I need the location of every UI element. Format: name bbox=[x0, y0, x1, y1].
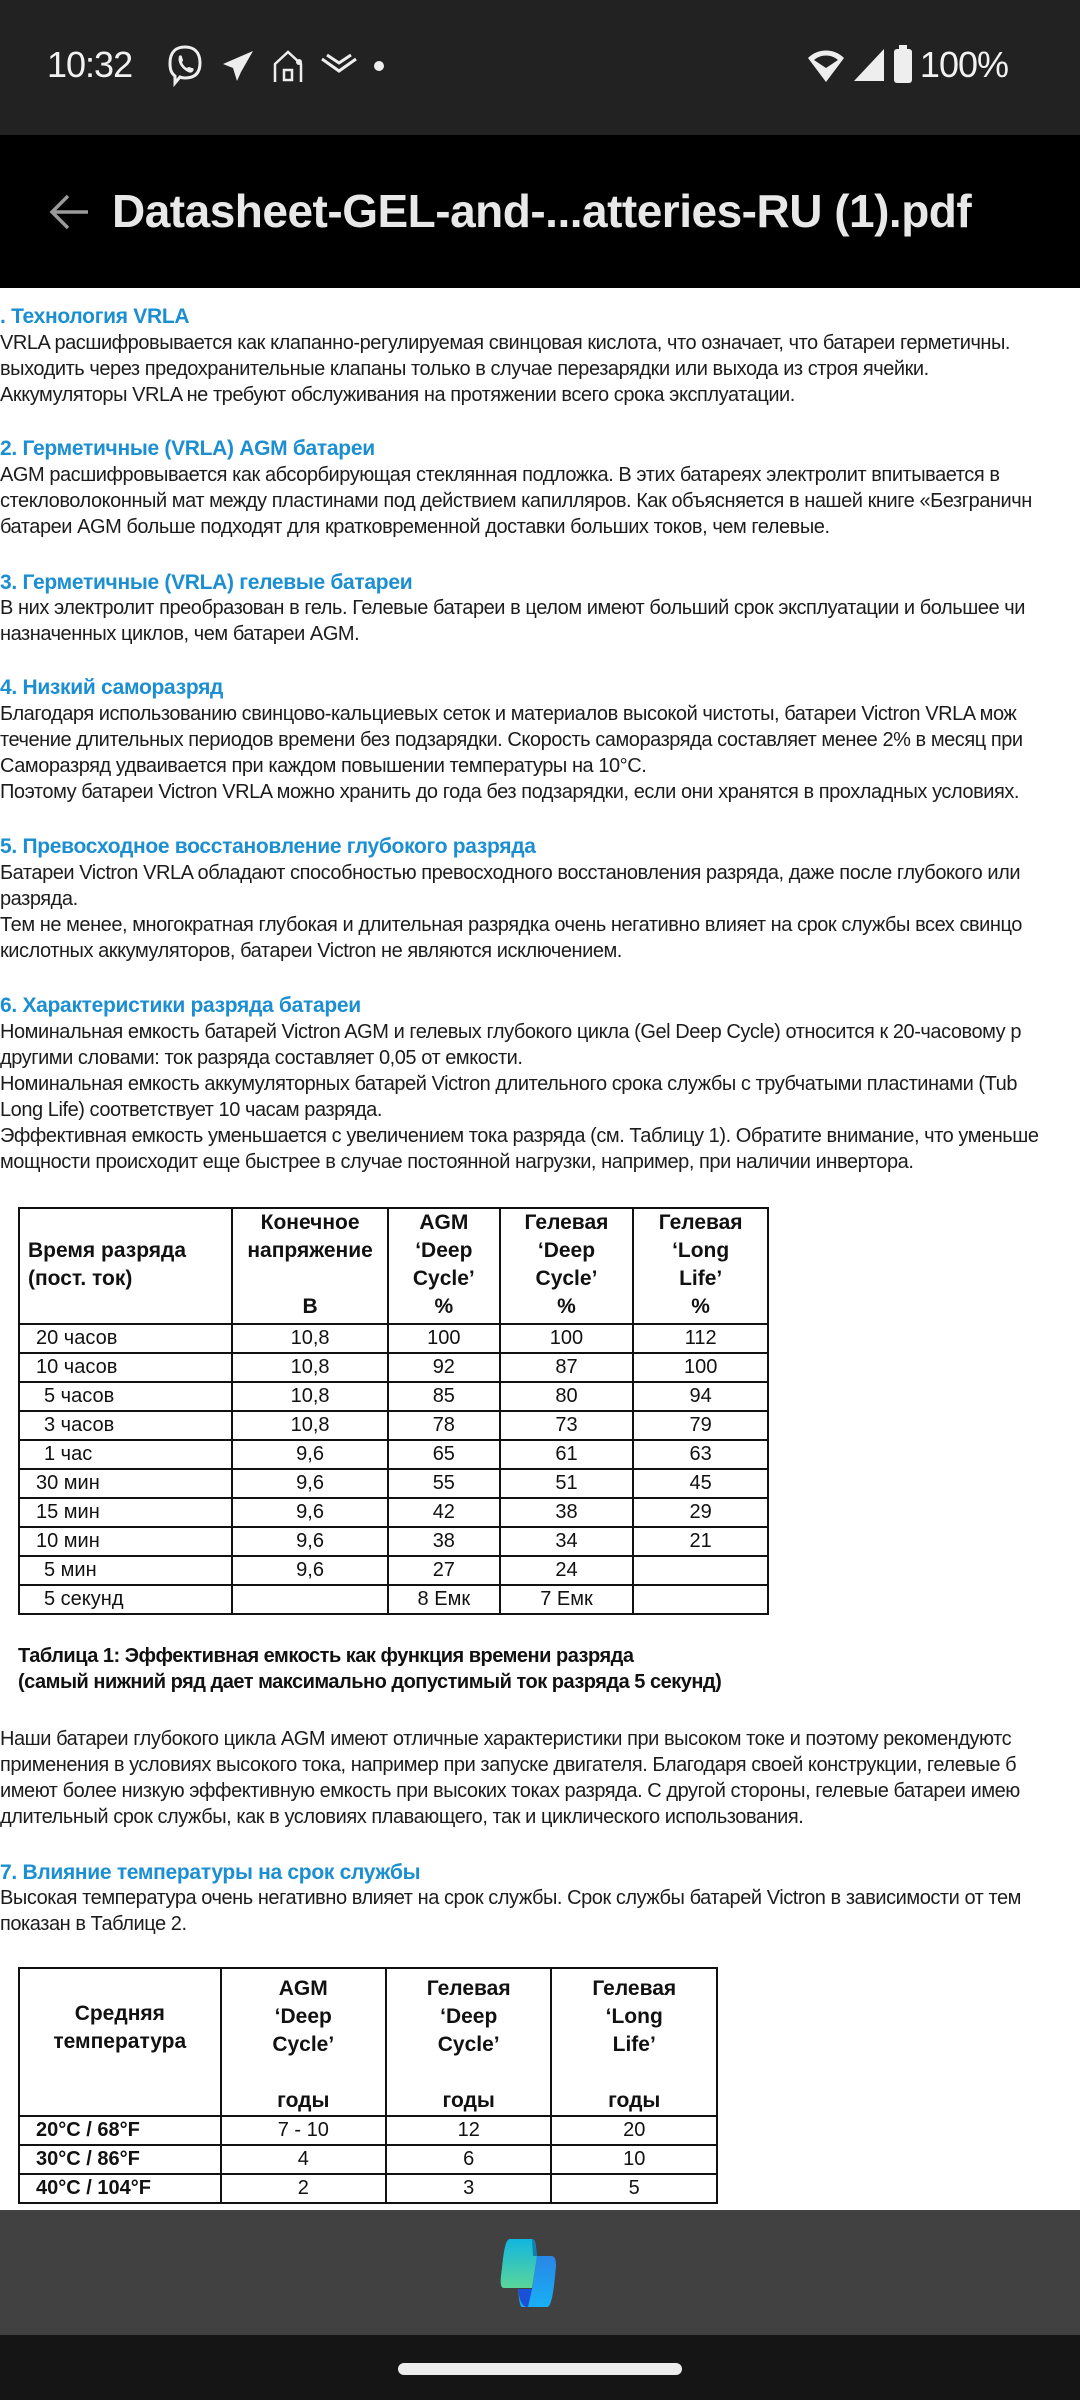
paragraph-line: течение длительных периодов времени без подзарядки. Скорость саморазряда составляет менее 2% в месяц при bbox=[0, 729, 1023, 751]
paragraph-line: Аккумуляторы VRLA не требуют обслуживания на протяжении всего срока эксплуатации. bbox=[0, 384, 795, 406]
paragraph-line: стекловолоконный мат между пластинами под действием капилляров. Как объясняется в нашей книге «Безграничн bbox=[0, 490, 1032, 512]
notification-icons bbox=[165, 44, 385, 88]
table-header-cell: Средняя температура bbox=[19, 1968, 221, 2116]
wifi-icon bbox=[806, 46, 846, 84]
table-row: 10 мин 9,6 38 34 21 bbox=[19, 1527, 768, 1556]
table-row: 5 секунд 8 Емк 7 Емк bbox=[19, 1585, 768, 1614]
viber-icon bbox=[165, 44, 205, 88]
paragraph-line: выходить через предохранительные клапаны только в случае перезарядки или выхода из строя ячейки. bbox=[0, 358, 929, 380]
telegram-icon bbox=[219, 47, 257, 85]
table-row: 20°C / 68°F 7 - 10 12 20 bbox=[19, 2116, 717, 2145]
paragraph-line: Высокая температура очень негативно влияет на срок службы. Срок службы батарей Victron в зависимости от тем bbox=[0, 1887, 1021, 1909]
table-header-cell: Гелевая ‘Long Life’ % bbox=[633, 1208, 768, 1324]
paragraph-line: длительный срок службы, как в условиях плавающего, так и циклического использования. bbox=[0, 1806, 804, 1828]
section-heading-1: . Технология VRLA bbox=[0, 305, 190, 328]
paragraph-line: VRLA расшифровывается как клапанно-регулируемая свинцовая кислота, что означает, что батареи герметичны. bbox=[0, 332, 1011, 354]
table-row: 1 час 9,6 65 61 63 bbox=[19, 1440, 768, 1469]
section-heading-6: 6. Характеристики разряда батареи bbox=[0, 994, 361, 1017]
table-row: 20 часов 10,8 100 100 112 bbox=[19, 1324, 768, 1353]
paragraph-line: Номинальная емкость аккумуляторных батарей Victron длительного срока службы с трубчатыми пластинами (Tub bbox=[0, 1073, 1018, 1095]
paragraph-line: другими словами: ток разряда составляет 0,05 от емкости. bbox=[0, 1047, 523, 1069]
table-row: 30°C / 86°F 4 6 10 bbox=[19, 2145, 717, 2174]
paragraph-line: Поэтому батареи Victron VRLA можно хранить до года без подзарядки, если они хранятся в прохладных условиях. bbox=[0, 781, 1020, 803]
table-row: 10 часов 10,8 92 87 100 bbox=[19, 1353, 768, 1382]
table-header-cell: Гелевая ‘Long Life’ годы bbox=[551, 1968, 717, 2116]
paragraph-line: разряда. bbox=[0, 888, 78, 910]
table-row: 5 часов 10,8 85 80 94 bbox=[19, 1382, 768, 1411]
status-time: 10:32 bbox=[47, 44, 133, 85]
table-row: 5 мин 9,6 27 24 bbox=[19, 1556, 768, 1585]
paragraph-line: AGM расшифровывается как абсорбирующая стеклянная подложка. В этих батареях электролит впитывается в bbox=[0, 464, 1000, 486]
section-heading-7: 7. Влияние температуры на срок службы bbox=[0, 1861, 421, 1884]
table-row: 15 мин 9,6 42 38 29 bbox=[19, 1498, 768, 1527]
paragraph-line: Long Life) соответствует 10 часам разряда. bbox=[0, 1099, 382, 1121]
paragraph-line: Наши батареи глубокого цикла AGM имеют отличные характеристики при высоком токе и поэтому рекомендуютс bbox=[0, 1728, 1012, 1750]
battery-icon bbox=[892, 45, 914, 85]
table-header-row bbox=[19, 1968, 717, 2116]
table1-caption-line2: (самый нижний ряд дает максимально допустимый ток разряда 5 секунд) bbox=[18, 1671, 722, 1693]
battery-percent: 100% bbox=[919, 44, 1008, 85]
table-header-cell: Конечное напряжение В bbox=[232, 1208, 388, 1324]
table-row: 3 часов 10,8 78 73 79 bbox=[19, 1411, 768, 1440]
table-header-row bbox=[19, 1208, 768, 1324]
pdf-page[interactable] bbox=[0, 288, 1080, 2210]
back-arrow-icon[interactable] bbox=[46, 188, 94, 236]
paragraph-line: имеют более низкую эффективную емкость при высоких токах разряда. С другой стороны, гелевые батареи имею bbox=[0, 1780, 1020, 1802]
paragraph-line: Батареи Victron VRLA обладают способностью превосходного восстановления разряда, даже после глубокого или bbox=[0, 862, 1021, 884]
paragraph-line: мощности происходит еще быстрее в случае постоянной нагрузки, например, при наличии инвертора. bbox=[0, 1151, 914, 1173]
table-header-cell: Гелевая ‘Deep Cycle’ % bbox=[500, 1208, 634, 1324]
temperature-life-table bbox=[18, 1967, 718, 2204]
paragraph-line: батареи AGM больше подходят для кратковременной доставки больших токов, чем гелевые. bbox=[0, 516, 830, 538]
table-header-cell: Время разряда (пост. ток) bbox=[19, 1208, 232, 1324]
discharge-capacity-table bbox=[18, 1207, 769, 1615]
status-bar bbox=[0, 0, 1080, 135]
table-row: 40°C / 104°F 2 3 5 bbox=[19, 2174, 717, 2203]
chevron-logo-icon bbox=[319, 51, 359, 81]
table-header-cell: Гелевая ‘Deep Cycle’ годы bbox=[386, 1968, 552, 2116]
document-title: Datasheet-GEL-and-...atteries-RU (1).pdf bbox=[112, 185, 972, 237]
paragraph-line: применения в условиях высокого тока, например при запуске двигателя. Благодаря своей конструкции, гелевые б bbox=[0, 1754, 1017, 1776]
paragraph-line: назначенных циклов, чем батареи AGM. bbox=[0, 623, 360, 645]
smart-home-icon bbox=[271, 48, 305, 84]
system-status bbox=[806, 44, 1008, 86]
home-gesture-handle[interactable] bbox=[398, 2363, 682, 2375]
paragraph-line: В них электролит преобразован в гель. Гелевые батареи в целом имеют больший срок эксплуатации и большее чи bbox=[0, 597, 1025, 619]
paragraph-line: Эффективная емкость уменьшается с увеличением тока разряда (см. Таблицу 1). Обратите внимание, что уменьше bbox=[0, 1125, 1039, 1147]
section-heading-3: 3. Герметичные (VRLA) гелевые батареи bbox=[0, 571, 413, 594]
section-heading-2: 2. Герметичные (VRLA) AGM батареи bbox=[0, 437, 375, 460]
section-heading-5: 5. Превосходное восстановление глубокого разряда bbox=[0, 835, 536, 858]
table-header-cell: AGM ‘Deep Cycle’ годы bbox=[221, 1968, 386, 2116]
copilot-icon[interactable] bbox=[500, 2238, 582, 2310]
section-heading-4: 4. Низкий саморазряд bbox=[0, 676, 224, 699]
paragraph-line: показан в Таблице 2. bbox=[0, 1913, 187, 1935]
cellular-signal-icon bbox=[852, 47, 886, 83]
table-header-cell: AGM ‘Deep Cycle’ % bbox=[388, 1208, 500, 1324]
more-dot-icon bbox=[373, 60, 385, 72]
paragraph-line: Номинальная емкость батарей Victron AGM и гелевых глубокого цикла (Gel Deep Cycle) относится к 20-часовому р bbox=[0, 1021, 1021, 1043]
paragraph-line: Благодаря использованию свинцово-кальциевых сеток и материалов высокой чистоты, батареи Victron VRLA мож bbox=[0, 703, 1017, 725]
paragraph-line: Тем не менее, многократная глубокая и длительная разрядка очень негативно влияет на срок службы всех свинцо bbox=[0, 914, 1022, 936]
table-row: 30 мин 9,6 55 51 45 bbox=[19, 1469, 768, 1498]
table1-caption-line1: Таблица 1: Эффективная емкость как функция времени разряда bbox=[18, 1645, 634, 1667]
paragraph-line: Саморазряд удваивается при каждом повышении температуры на 10°C. bbox=[0, 755, 647, 777]
paragraph-line: кислотных аккумуляторов, батареи Victron не являются исключением. bbox=[0, 940, 622, 962]
